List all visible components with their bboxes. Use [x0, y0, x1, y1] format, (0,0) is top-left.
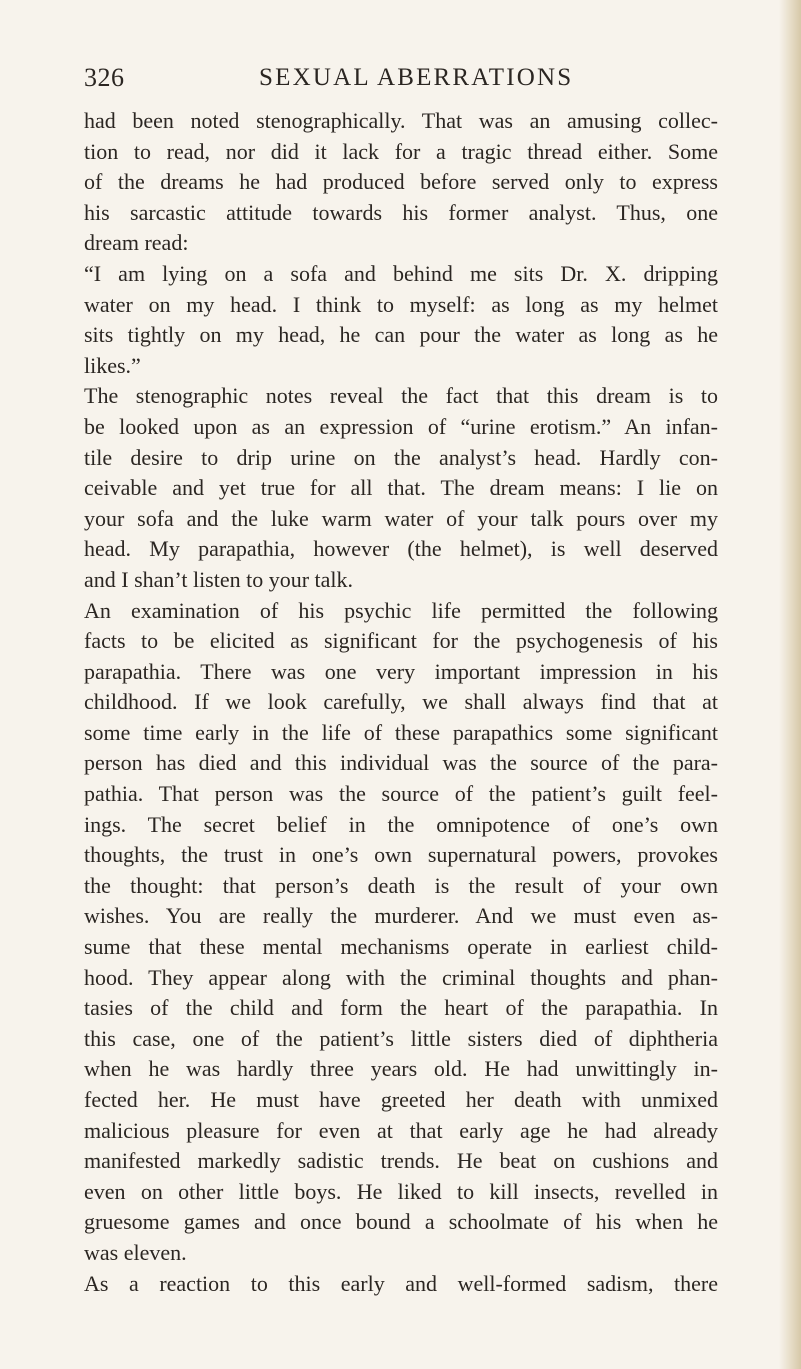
- text-line: malicious pleasure for even at that early age he had already: [84, 1117, 718, 1143]
- text-line: ings. The secret belief in the omnipotence of one’s own: [84, 811, 718, 837]
- text-line: As a reaction to this early and well-formed sadism, there: [84, 1270, 718, 1296]
- text-line: wishes. You are really the murderer. And we must even as-: [84, 903, 718, 929]
- text-line: your sofa and the luke warm water of your talk pours over my: [84, 505, 718, 531]
- text-line: even on other little boys. He liked to kill insects, revelled in: [84, 1178, 718, 1204]
- text-line: the thought: that person’s death is the result of your own: [84, 872, 718, 898]
- text-line: tile desire to drip urine on the analyst’s head. Hardly con-: [84, 444, 718, 470]
- text-line: “I am lying on a sofa and behind me sits Dr. X. dripping: [84, 260, 718, 286]
- body-text: [84, 106, 718, 1299]
- text-line: fected her. He must have greeted her death with unmixed: [84, 1087, 718, 1112]
- text-line: person has died and this individual was the source of the para-: [84, 750, 718, 776]
- text-line: had been noted stenographically. That was an amusing collec-: [84, 108, 718, 133]
- text-line: likes.”: [84, 352, 141, 378]
- page-edge-shadow: [779, 0, 801, 1369]
- text-line: and I shan’t listen to your talk.: [84, 566, 354, 592]
- text-line: tion to read, nor did it lack for a tragic thread either. Some: [84, 138, 718, 164]
- page-header: [84, 60, 718, 96]
- text-line: childhood. If we look carefully, we shall always find that at: [84, 689, 718, 715]
- text-line: of the dreams he had produced before served only to express: [84, 169, 718, 195]
- text-line: tasies of the child and form the heart of the parapathia. In: [84, 995, 718, 1021]
- text-line: sume that these mental mechanisms operate in earliest child-: [84, 934, 718, 960]
- text-line: parapathia. There was one very important impression in his: [84, 658, 718, 684]
- text-line: his sarcastic attitude towards his former analyst. Thus, one: [84, 199, 718, 225]
- text-line: gruesome games and once bound a schoolmate of his when he: [84, 1209, 718, 1235]
- text-line: was eleven.: [84, 1239, 187, 1265]
- text-line: sits tightly on my head, he can pour the water as long as he: [84, 322, 718, 348]
- text-line: this case, one of the patient’s little sisters died of diphtheria: [84, 1025, 718, 1051]
- text-line: be looked upon as an expression of “urine erotism.” An infan-: [84, 413, 718, 439]
- text-line: manifested markedly sadistic trends. He beat on cushions and: [84, 1148, 718, 1174]
- text-line: dream read:: [84, 230, 189, 256]
- page-number: 326: [84, 63, 125, 92]
- text-line: water on my head. I think to myself: as long as my helmet: [84, 291, 718, 317]
- text-line: An examination of his psychic life permitted the following: [84, 597, 718, 623]
- text-line: facts to be elicited as significant for the psychogenesis of his: [84, 628, 718, 654]
- text-line: head. My parapathia, however (the helmet), is well deserved: [84, 536, 718, 562]
- text-line: pathia. That person was the source of the patient’s guilt feel-: [84, 781, 718, 807]
- text-line: when he was hardly three years old. He had unwittingly in-: [84, 1056, 718, 1082]
- running-head: SEXUAL ABERRATIONS: [259, 64, 574, 91]
- text-line: hood. They appear along with the criminal thoughts and phan-: [84, 964, 718, 990]
- text-line: some time early in the life of these parapathics some significant: [84, 719, 718, 745]
- text-line: thoughts, the trust in one’s own supernatural powers, provokes: [84, 842, 718, 868]
- text-line: The stenographic notes reveal the fact that this dream is to: [84, 383, 718, 409]
- text-line: ceivable and yet true for all that. The dream means: I lie on: [84, 475, 718, 501]
